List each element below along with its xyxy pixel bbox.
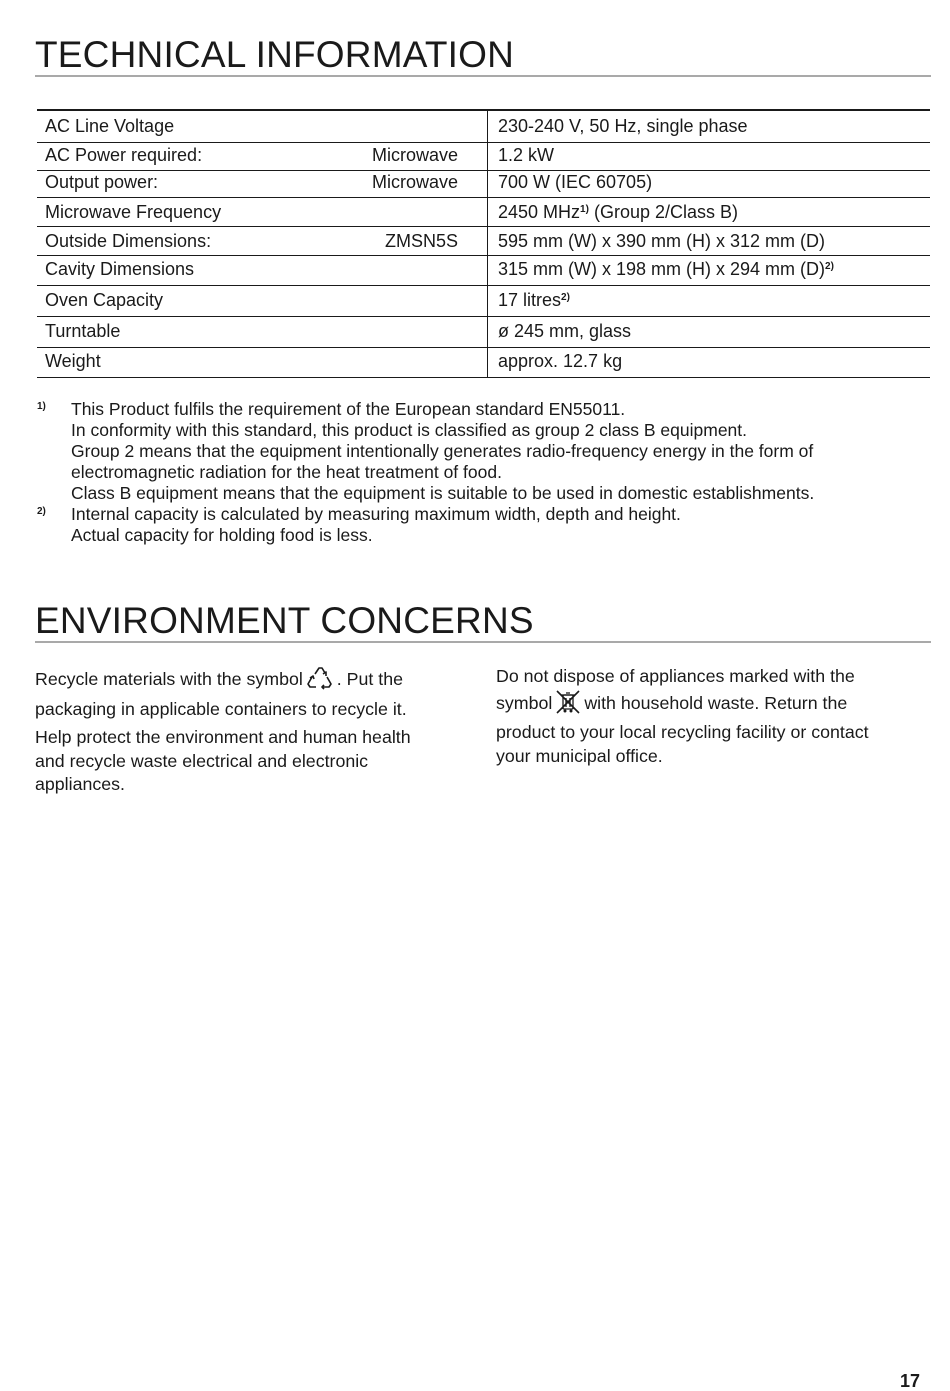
row-label: Microwave Frequency [45, 202, 222, 222]
row-label: Output power: [45, 172, 159, 192]
section-title-divider [35, 641, 931, 643]
row-value: 315 mm (W) x 198 mm (H) x 294 mm $(D)^{2)}$ [498, 259, 834, 279]
table-row [37, 285, 930, 317]
footnote-line: Group 2 means that the equipment intentionally generates radio-frequency energy in the form of [71, 441, 814, 461]
section-title-divider [35, 75, 931, 77]
row-value: ø 245 mm, glass [498, 321, 632, 341]
table-row [37, 197, 930, 227]
table-row [37, 226, 930, 256]
footnote-line: electromagnetic radiation for the heat treatment of food. [71, 462, 502, 482]
row-value: 230-240 V, 50 Hz, single phase [498, 116, 748, 136]
footnote-mark: 1) [37, 401, 46, 412]
footnote-line: Actual capacity for holding food is less. [71, 525, 373, 545]
section-title-environment-concerns: ENVIRONMENT CONCERNS [35, 600, 534, 641]
footnote-ref: 1) [580, 204, 589, 215]
footnote-line: Internal capacity is calculated by measuring maximum width, depth and height. [71, 504, 681, 524]
row-label: AC Power required: [45, 145, 203, 165]
row-value: approx. 12.7 kg [498, 351, 623, 371]
row-qualifier: ZMSN5S [384, 231, 458, 251]
row-value: 595 mm (W) x 390 mm (H) x 312 mm (D) [498, 231, 826, 251]
row-value: 1.2 kW [498, 145, 555, 165]
row-label: Cavity Dimensions [45, 259, 195, 279]
disposal-paragraph: Do not dispose of appliances marked with the symbol with household waste. Return the product to your local recycling facility or contact your municipal office. [496, 666, 869, 766]
table-row [37, 316, 930, 348]
table-row [37, 111, 930, 143]
table-row [37, 255, 930, 286]
footnote-ref: 2) [561, 292, 570, 303]
footnote-line: In conformity with this standard, this product is classified as group 2 class B equipment. [71, 420, 748, 440]
section-title-technical-information: TECHNICAL INFORMATION [35, 34, 515, 75]
page-number: 17 [900, 1371, 921, 1391]
row-qualifier: Microwave [371, 145, 458, 165]
footnote-ref: 2) [825, 261, 834, 272]
recycle-icon [305, 665, 335, 698]
protect-environment-paragraph: Help protect the environment and human health and recycle waste electrical and electronic appliances. [35, 727, 411, 794]
row-label: AC Line Voltage [45, 116, 175, 136]
table-row [37, 142, 930, 171]
row-value: 2450 MHz$^{1)}$ (Group 2/Class B) [498, 202, 738, 222]
row-label: Weight [45, 351, 101, 371]
row-value: 17 litres$^{2)}$ [498, 290, 570, 310]
row-label: Outside Dimensions: [45, 231, 212, 251]
table-row [37, 347, 930, 378]
recycle-paragraph: Recycle materials with the symbol . Put the packaging in applicable containers to recycle it. [35, 665, 407, 721]
table-row [37, 170, 930, 198]
row-qualifier: Microwave [371, 172, 458, 192]
footnote-line: Class B equipment means that the equipment is suitable to be used in domestic establishments. [71, 483, 815, 503]
row-label: Turntable [45, 321, 121, 341]
row-value: 700 W (IEC 60705) [498, 172, 653, 192]
footnote-mark: 2) [37, 506, 46, 517]
row-label: Oven Capacity [45, 290, 164, 310]
footnote-line: This Product fulfils the requirement of the European standard EN55011. [71, 399, 626, 419]
crossed-out-bin-icon [554, 689, 582, 722]
